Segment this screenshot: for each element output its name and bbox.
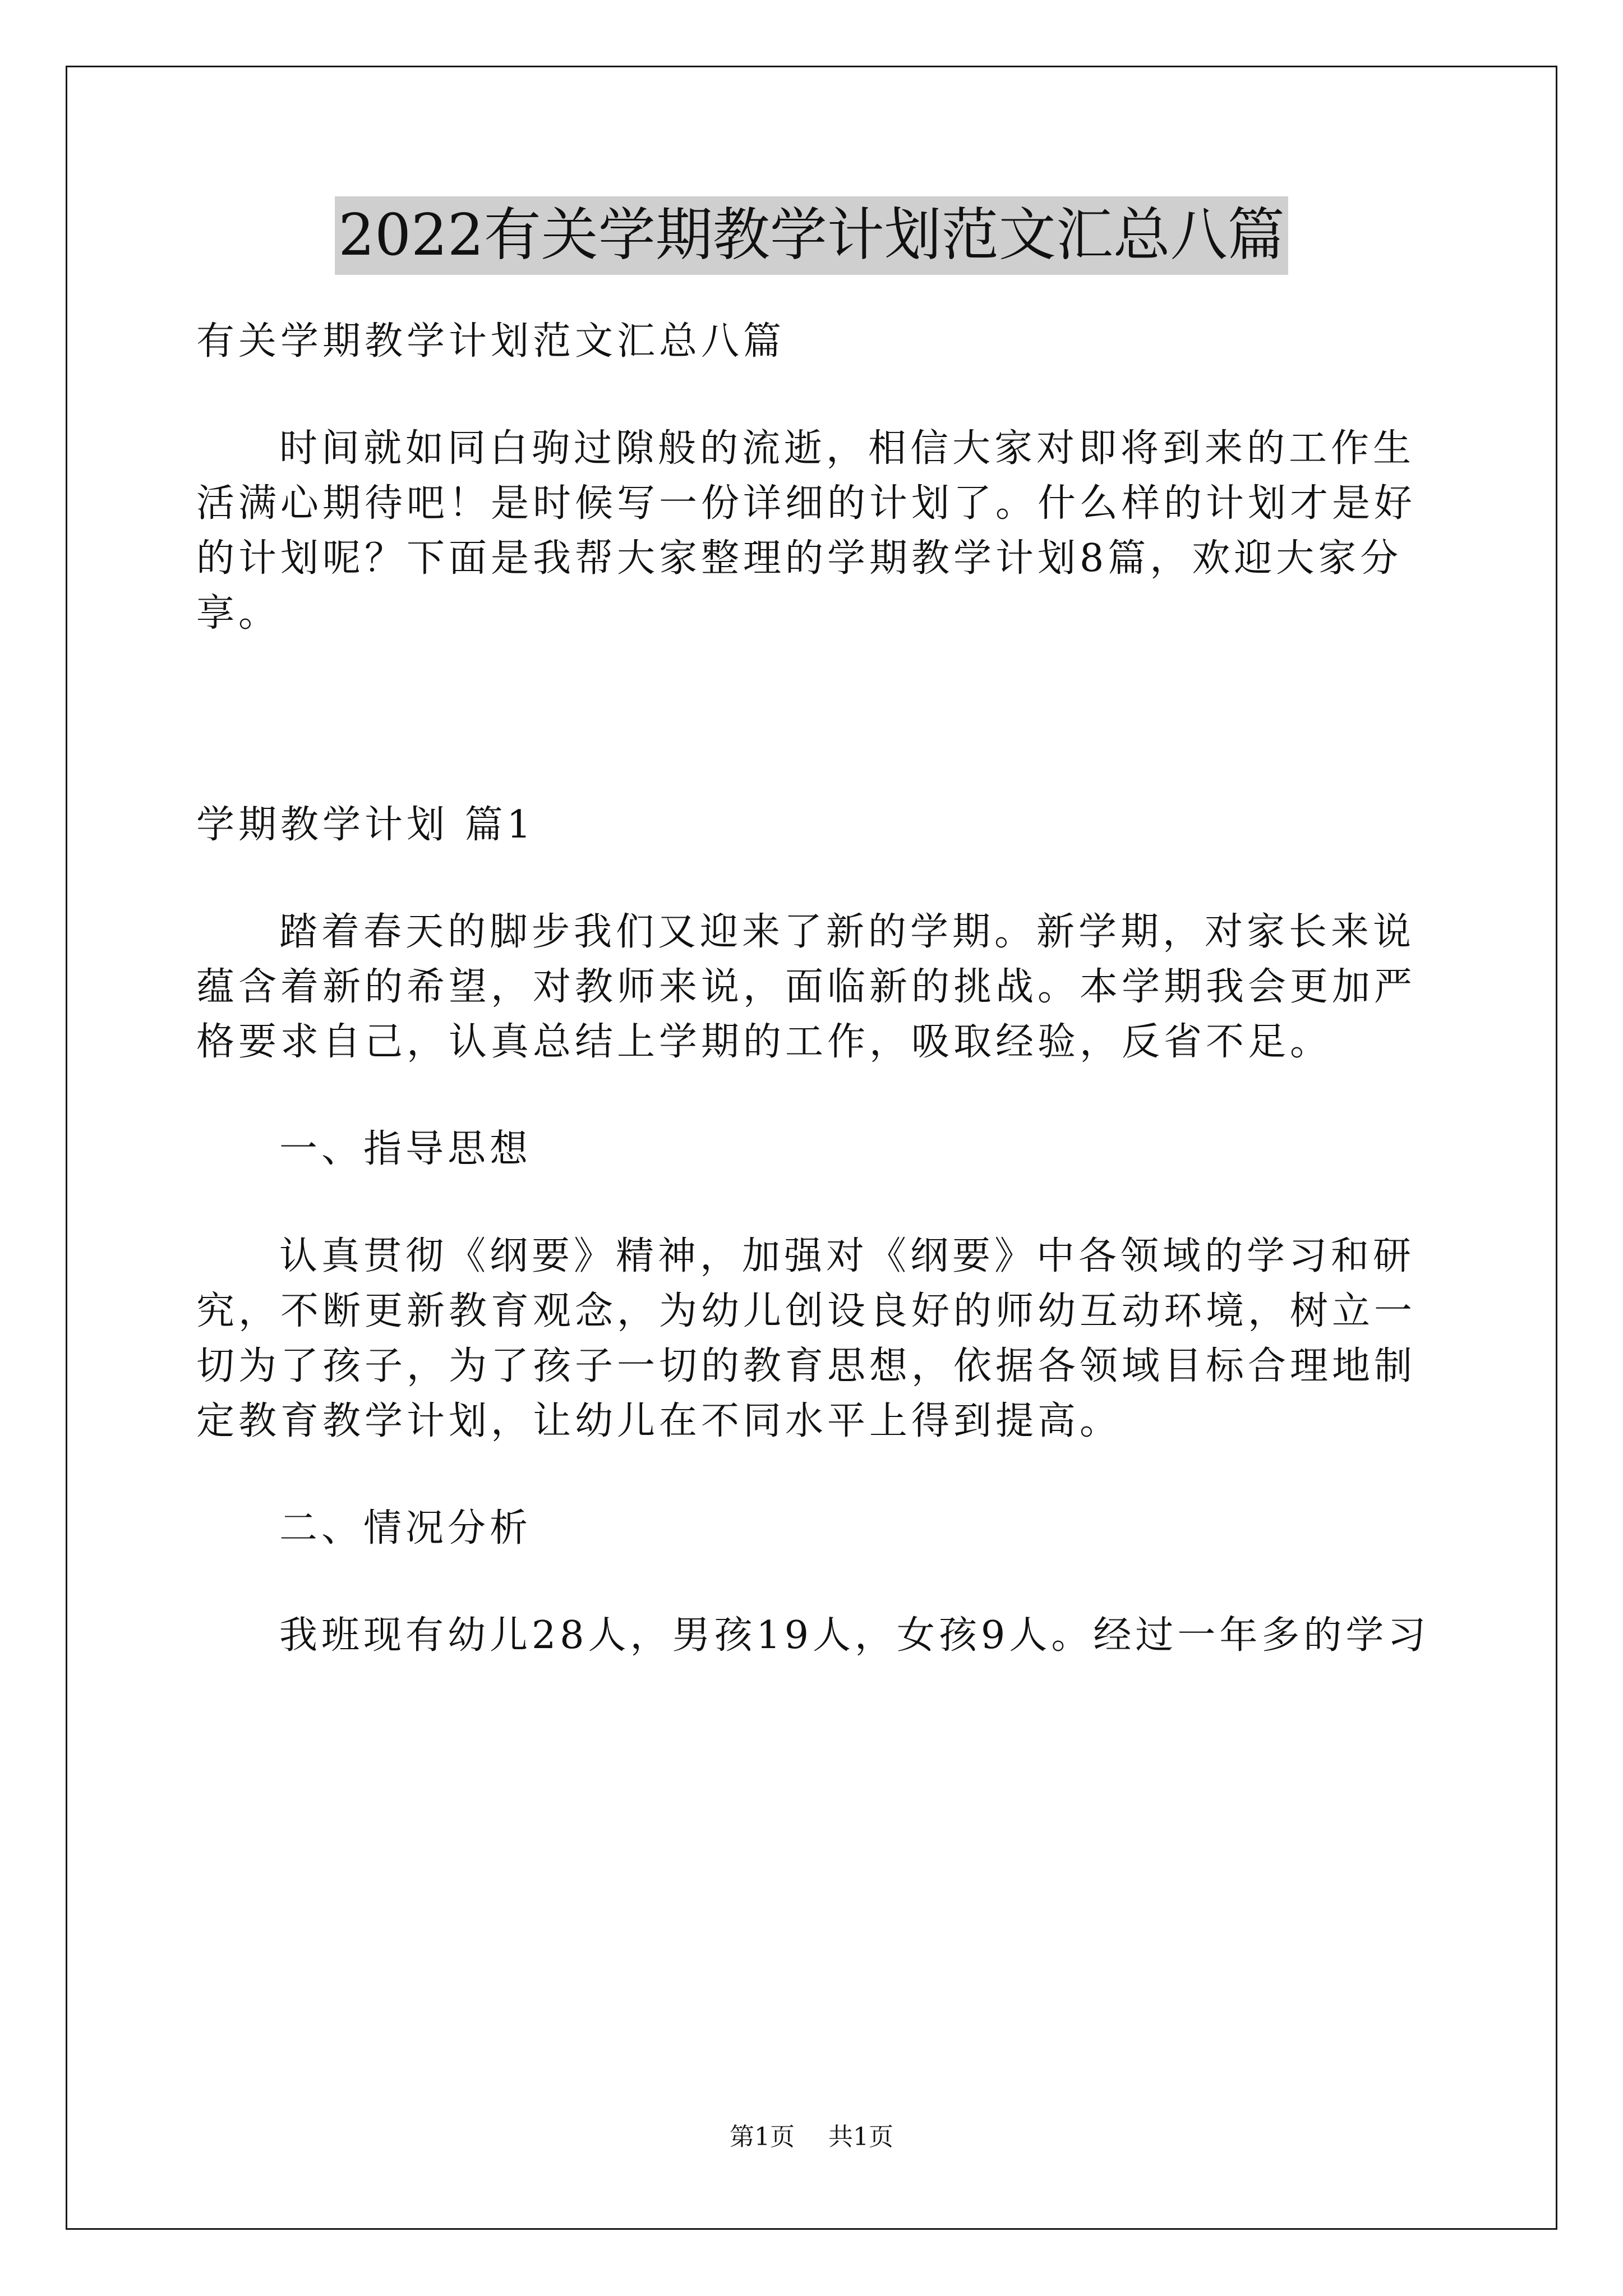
paragraph: 踏着春天的脚步我们又迎来了新的学期。新学期，对家长来说蕴含着新的希望，对教师来说，面临新的挑战。本学期我会更加严格要求自己，认真总结上学期的工作，吸取经验，反省不足。 xyxy=(196,910,1417,1064)
document-body xyxy=(196,314,1430,1663)
heading-guiding-thought: 一、指导思想 xyxy=(279,1127,532,1171)
document-subtitle: 有关学期教学计划范文汇总八篇 xyxy=(196,319,786,364)
heading-situation-analysis: 二、情况分析 xyxy=(279,1506,532,1550)
document-title: 2022有关学期教学计划范文汇总八篇 xyxy=(335,196,1288,275)
page-footer xyxy=(0,2120,1623,2154)
paragraph: 认真贯彻《纲要》精神，加强对《纲要》中各领域的学习和研究，不断更新教育观念，为幼儿创设良好的师幼互动环境，树立一切为了孩子，为了孩子一切的教育思想，依据各领域目标合理地制定教育教学计划，让幼儿在不同水平上得到提高。 xyxy=(196,1234,1417,1443)
intro-paragraph: 时间就如同白驹过隙般的流逝，相信大家对即将到来的工作生活满心期待吧！是时候写一份详细的计划了。什么样的计划才是好的计划呢？下面是我帮大家整理的学期教学计划8篇，欢迎大家分享。 xyxy=(196,426,1417,636)
section-heading: 学期教学计划 篇1 xyxy=(196,803,535,847)
title-container xyxy=(0,196,1623,275)
paragraph: 我班现有幼儿28人，男孩19人，女孩9人。经过一年多的学习 xyxy=(279,1613,1430,1658)
page-total: 共1页 xyxy=(828,2123,893,2151)
page-number: 第1页 xyxy=(730,2123,795,2151)
